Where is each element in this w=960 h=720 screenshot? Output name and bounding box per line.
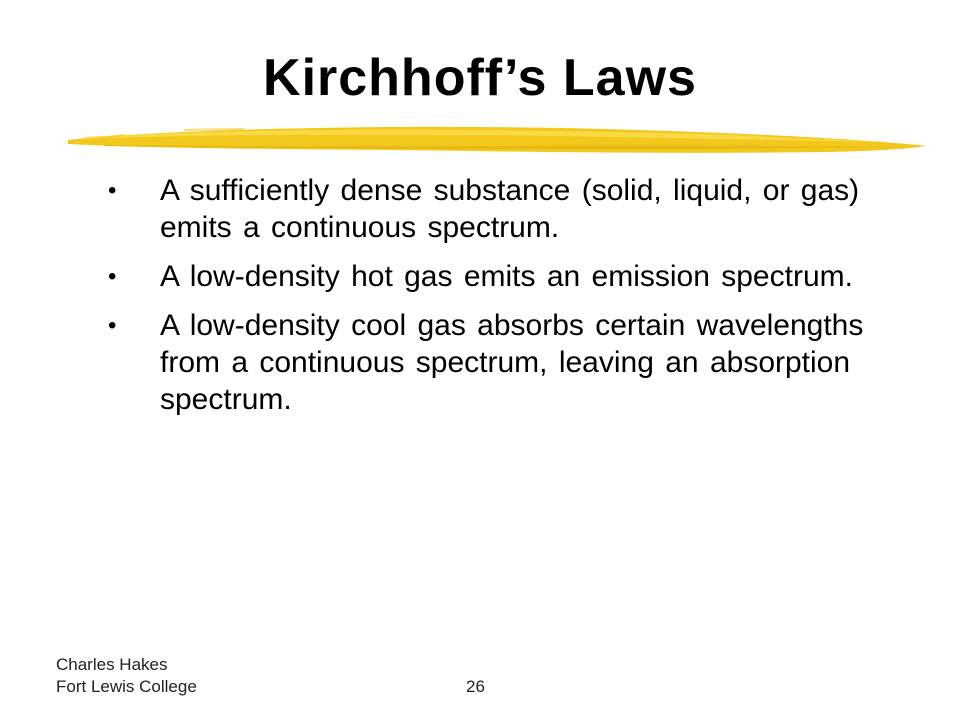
page-number: 26 [466, 677, 485, 696]
slide-title: Kirchhoff’s Laws [263, 49, 697, 107]
footer-institution: Fort Lewis College [56, 677, 197, 696]
bullet-dot-icon: • [108, 312, 117, 339]
bullet-item [108, 258, 868, 295]
bullet-text: A low-density hot gas emits an emission spectrum. [160, 260, 853, 293]
title-underline-brushstroke [64, 118, 930, 164]
bullet-dot-icon: • [108, 263, 117, 290]
footer-author: Charles Hakes [56, 655, 168, 674]
footer-credit [56, 654, 197, 698]
bullet-dot-icon: • [108, 177, 117, 204]
bullet-item [108, 172, 868, 246]
bullet-text: A sufficiently dense substance (solid, liquid, or gas) emits a continuous spectrum. [160, 174, 860, 244]
bullet-text: A low-density cool gas absorbs certain wavelengths from a continuous spectrum, leaving an absorption spectrum. [160, 309, 864, 416]
bullet-item [108, 307, 868, 418]
bullet-list [108, 172, 868, 430]
